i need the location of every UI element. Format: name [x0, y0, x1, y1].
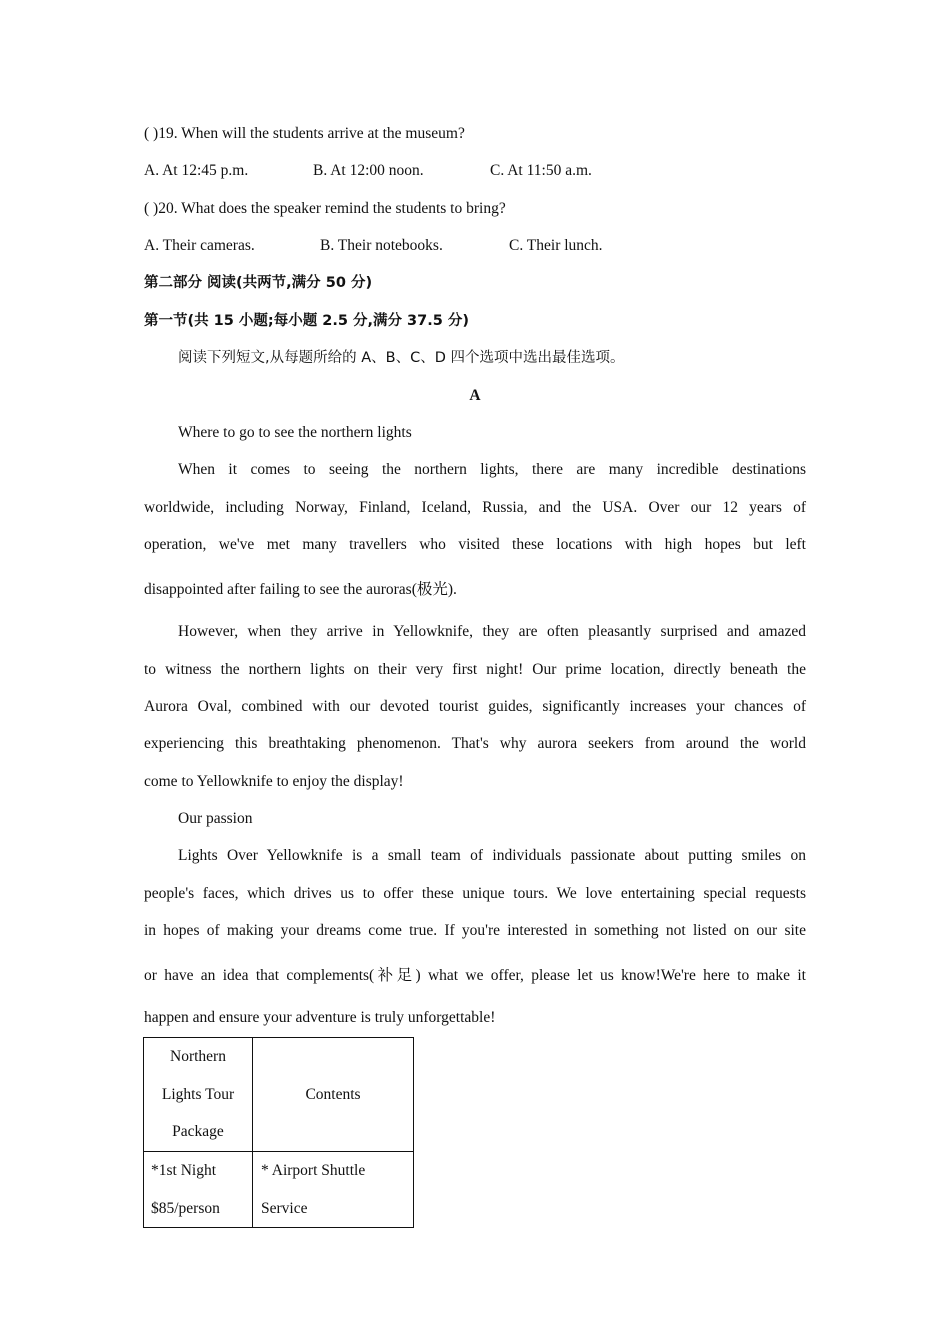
paragraph-3-line-5: happen and ensure your adventure is truly unforgettable!: [144, 1009, 496, 1026]
paragraph-2-line-3: Aurora Oval, combined with our devoted tourist guides, significantly increases your chances of: [144, 698, 806, 715]
question-19-option-a: A. At 12:45 p.m.: [144, 162, 249, 179]
paragraph-1-line-2: worldwide, including Norway, Finland, Iceland, Russia, and the USA. Over our 12 years of: [144, 499, 806, 516]
paragraph-1-line-1: When it comes to seeing the northern lights, there are many incredible destinations: [178, 461, 806, 478]
passage-label: A: [469, 387, 481, 404]
question-20-option-c: C. Their lunch.: [509, 237, 603, 254]
question-20-option-b: B. Their notebooks.: [320, 237, 443, 254]
package-line-2: $85/person: [151, 1199, 220, 1217]
header-package-line-3: Package: [172, 1123, 224, 1140]
paragraph-2-line-5: come to Yellowknife to enjoy the display!: [144, 773, 404, 790]
question-20-options: [144, 236, 806, 256]
question-20-option-a: A. Their cameras.: [144, 237, 255, 254]
header-package-line-2: Lights Tour: [161, 1085, 235, 1103]
header-package-line-1: Northern: [170, 1048, 226, 1065]
passage-subheading: Our passion: [178, 810, 253, 827]
paragraph-3-line-4: or have an idea that complements(补足) what we offer, please let us know!We're here to make it: [144, 967, 806, 984]
passage-title: Where to go to see the northern lights: [178, 424, 412, 441]
reading-instruction: 阅读下列短文,从每题所给的 A、B、C、D 四个选项中选出最佳选项。: [178, 350, 625, 366]
tour-package-table: [143, 1037, 414, 1228]
question-19-option-b: B. At 12:00 noon.: [313, 162, 424, 179]
paragraph-1-line-3: operation, we've met many travellers who visited these locations with high hopes but left: [144, 536, 806, 553]
paragraph-2-line-2: to witness the northern lights on their very first night! Our prime location, directly beneath the: [144, 661, 806, 678]
paragraph-3-line-1: Lights Over Yellowknife is a small team of individuals passionate about putting smiles on: [178, 847, 806, 864]
table-cell-contents: [253, 1152, 414, 1228]
section1-heading: 第一节(共 15 小题;每小题 2.5 分,满分 37.5 分): [144, 313, 469, 329]
question-19-options: [144, 161, 806, 181]
paragraph-3-line-2: people's faces, which drives us to offer these unique tours. We love entertaining special requests: [144, 885, 806, 902]
table-row: [144, 1152, 414, 1228]
table-cell-package: [144, 1152, 253, 1228]
contents-line-1: * Airport Shuttle: [261, 1162, 366, 1179]
table-header-row: [144, 1038, 414, 1152]
question-19-stem: ( )19. When will the students arrive at the museum?: [144, 125, 465, 142]
paragraph-2-line-4: experiencing this breathtaking phenomenon. That's why aurora seekers from around the world: [144, 735, 806, 752]
paragraph-1-line-4: disappointed after failing to see the auroras(极光).: [144, 581, 457, 598]
table-header-package: [144, 1038, 253, 1152]
package-line-1: *1st Night: [151, 1162, 217, 1179]
paragraph-3-line-3: in hopes of making your dreams come true. If you're interested in something not listed on our site: [144, 922, 806, 939]
contents-line-2: Service: [261, 1199, 308, 1217]
part2-heading: 第二部分 阅读(共两节,满分 50 分): [144, 275, 373, 291]
table-header-contents: Contents: [253, 1038, 414, 1152]
question-20-stem: ( )20. What does the speaker remind the students to bring?: [144, 200, 506, 217]
paragraph-2-line-1: However, when they arrive in Yellowknife, they are often pleasantly surprised and amazed: [178, 623, 806, 640]
question-19-option-c: C. At 11:50 a.m.: [490, 162, 592, 179]
